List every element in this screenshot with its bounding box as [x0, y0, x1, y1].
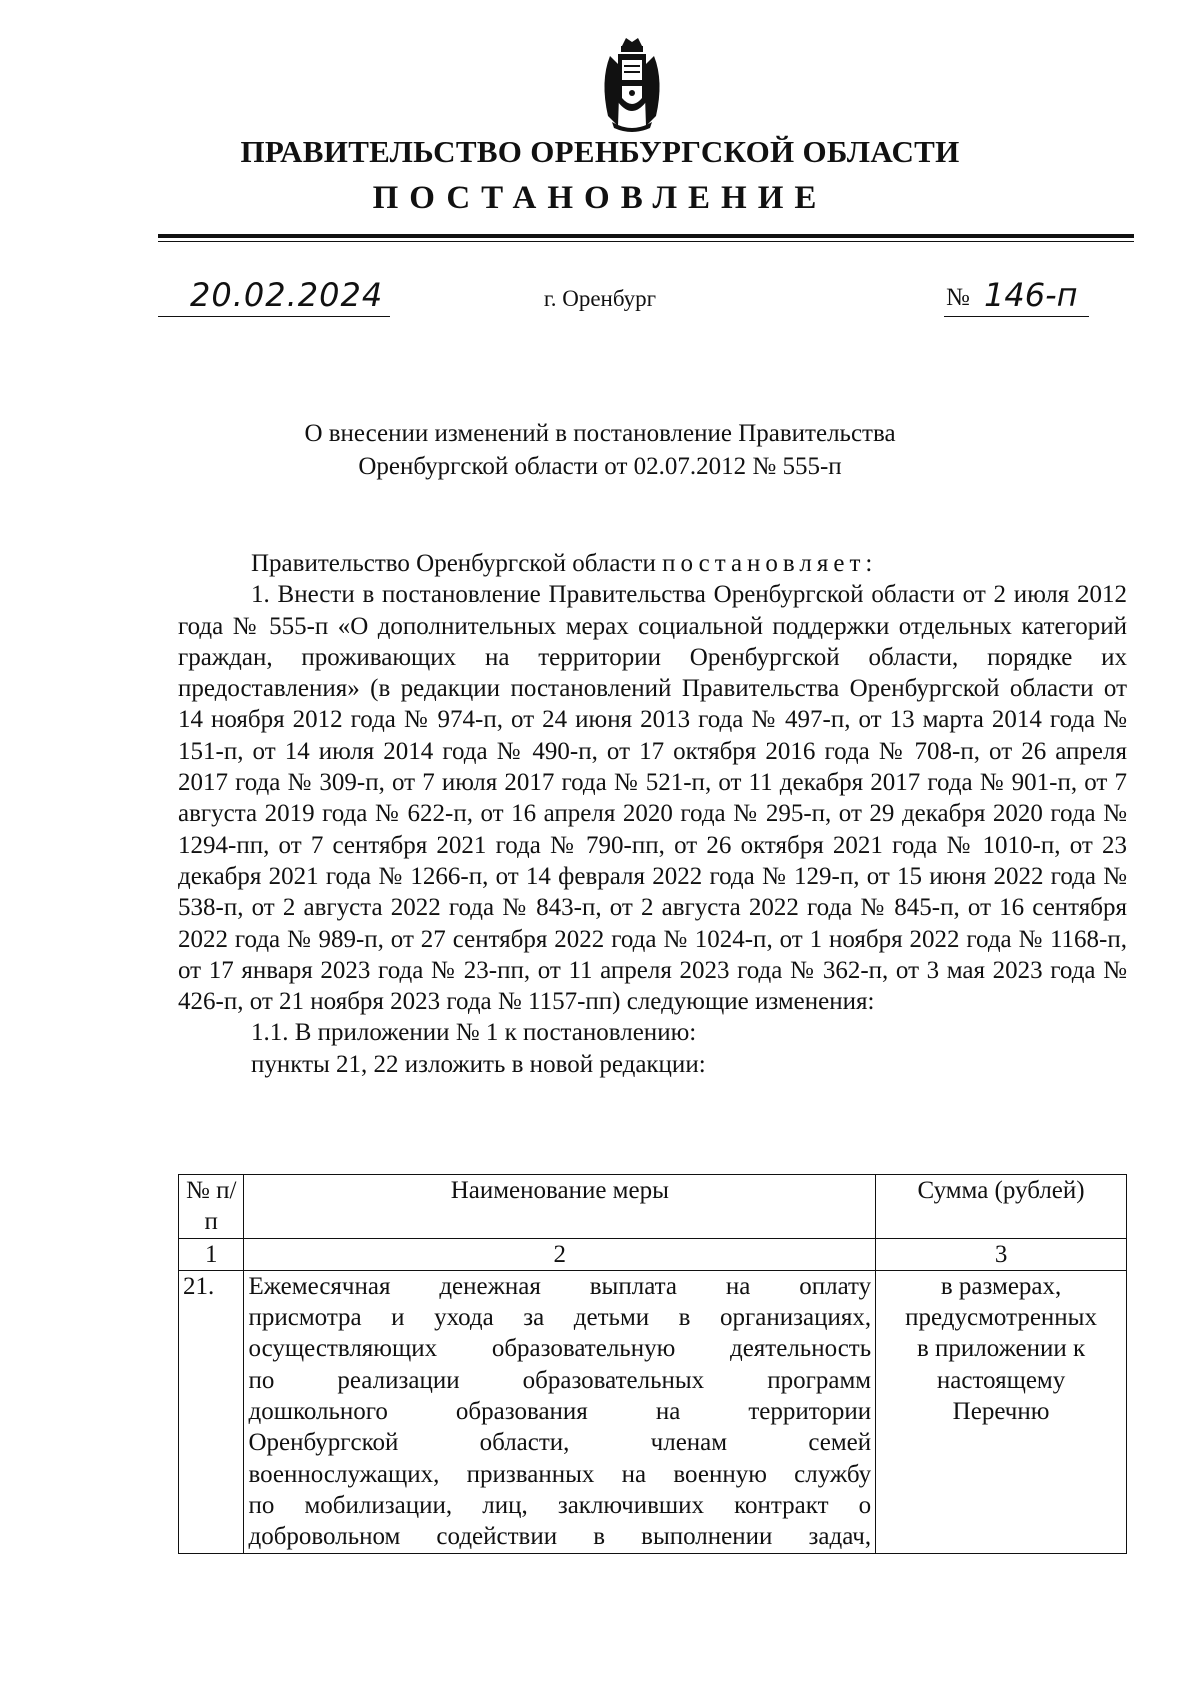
header-rule-thin	[158, 241, 1134, 242]
number-underline	[944, 316, 1089, 317]
measure-line: Ежемесячная денежная выплата на оплату	[248, 1272, 872, 1300]
header-sum: Сумма (рублей)	[876, 1175, 1127, 1239]
sum-line: Перечню	[952, 1398, 1050, 1426]
table-header-row	[179, 1175, 1127, 1239]
column-number: 1	[179, 1238, 244, 1270]
number-sign: №	[946, 284, 970, 311]
item-1-paragraph: 1. Внести в постановление Правительства Оренбургской области от 2 июля 2012 года № 555-п «О дополнительных мерах социальной поддержки отдельных категорий граждан, проживающих на территории Оренбургской области, порядке их предоставления» (в редакции постановлений Правительства Оренбургской области от 14 ноября 2012 года № 974-п, от 24 июня 2013 года № 497-п, от 13 марта 2014 года № 151-п, от 14 июля 2014 года № 490-п, от 17 октября 2016 года № 708-п, от 26 апреля 2017 года № 309-п, от 7 июля 2017 года № 521-п, от 11 декабря 2017 года № 901-п, от 7 августа 2019 года № 622-п, от 16 апреля 2020 года № 295-п, от 29 декабря 2020 года № 1294-пп, от 7 сентября 2021 года № 790-пп, от 26 октября 2021 года № 1010-п, от 23 декабря 2021 года № 1266-п, от 14 февраля 2022 года № 129-п, от 15 июня 2022 года № 538-п, от 2 августа 2022 года № 843-п, от 2 августа 2022 года № 845-п, от 16 сентября 2022 года № 989-п, от 27 сентября 2022 года № 1024-п, от 1 ноября 2022 года № 1168-п, от 17 января 2023 года № 23-пп, от 11 апреля 2023 года № 362-п, от 3 мая 2023 года № 426-п, от 21 ноября 2023 года № 1157-пп) следующие изменения:	[178, 581, 1127, 1016]
sum-line: в размерах,	[940, 1272, 1062, 1300]
row-measure-name	[244, 1270, 876, 1553]
government-title: ПРАВИТЕЛЬСТВО ОРЕНБУРГСКОЙ ОБЛАСТИ	[240, 134, 960, 169]
document-date: 20.02.2024	[190, 276, 384, 314]
sum-line: предусмотренных	[905, 1304, 1097, 1332]
row-sum	[876, 1270, 1127, 1553]
measure-line: добровольном содействии в выполнении задач,	[248, 1523, 872, 1551]
document-body	[178, 548, 1127, 1080]
resolves-prefix: Правительство Оренбургской области	[251, 550, 656, 577]
measure-line: дошкольного образования на территории	[248, 1398, 872, 1426]
measure-line: по мобилизации, лиц, заключивших контракт о	[248, 1491, 872, 1519]
coat-of-arms-icon	[596, 36, 668, 134]
measures-table	[178, 1174, 1127, 1554]
subject-line: О внесении изменений в постановление Правительства	[304, 420, 896, 447]
measure-line: Оренбургской области, членам семей	[248, 1429, 872, 1457]
sum-line: в приложении к	[916, 1335, 1086, 1363]
item-1-1-text: пункты 21, 22 изложить в новой редакции:	[251, 1050, 706, 1078]
document-number: 146-п	[984, 276, 1078, 314]
measure-line: осуществляющих образовательную деятельность	[248, 1335, 872, 1363]
table-column-numbers-row	[179, 1238, 1127, 1270]
column-number: 3	[876, 1238, 1127, 1270]
sum-line: настоящему	[936, 1366, 1066, 1394]
measure-line: присмотра и ухода за детьми в организациях,	[248, 1304, 872, 1332]
column-number: 2	[244, 1238, 876, 1270]
header-name: Наименование меры	[244, 1175, 876, 1239]
table-row	[179, 1270, 1127, 1553]
date-underline	[158, 316, 390, 317]
header-num: № п/п	[179, 1175, 244, 1239]
row-number: 21.	[179, 1270, 244, 1553]
resolves-paragraph	[178, 548, 1127, 579]
measure-line: военнослужащих, призванных на военную службу	[248, 1460, 872, 1488]
header-rule-thick	[158, 234, 1134, 238]
document-city: г. Оренбург	[543, 286, 657, 311]
measure-line: по реализации образовательных программ	[248, 1366, 872, 1394]
document-type: ПОСТАНОВЛЕНИЕ	[372, 180, 828, 216]
document-subject	[0, 417, 1200, 483]
subject-line: Оренбургской области от 02.07.2012 № 555-п	[358, 453, 842, 480]
resolves-word: постановляет:	[662, 550, 878, 577]
item-1-1-paragraph: 1.1. В приложении № 1 к постановлению:	[251, 1019, 697, 1047]
